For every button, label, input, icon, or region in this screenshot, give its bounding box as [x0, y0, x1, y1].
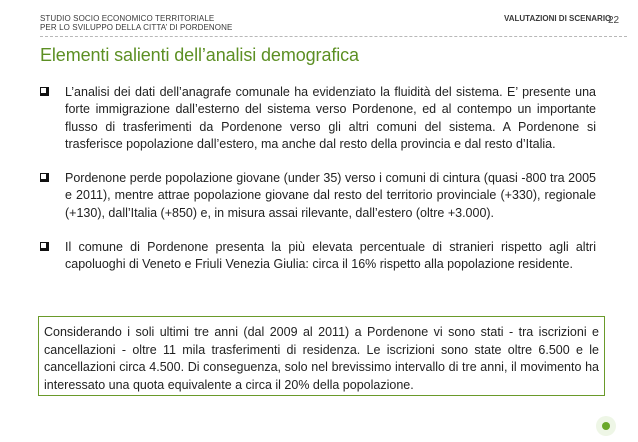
- header-divider: [40, 36, 627, 37]
- bullet-item: [40, 84, 596, 153]
- page-title: Elementi salienti dell’analisi demografica: [40, 45, 359, 65]
- checkbox-bullet-icon: [40, 242, 49, 251]
- header-organization: [40, 14, 232, 32]
- summary-text: Considerando i soli ultimi tre anni (dal 2009 al 2011) a Pordenone vi sono stati - tra iscrizioni e cancellazioni - oltre 11 mila trasferimenti di residenza. Le iscrizioni sono state oltre 6.500 e le cancellazioni circa 4.500. Di conseguenza, solo nel brevissimo intervallo di tre anni, il movimento ha interessato una quota equivalente a circa il 20% della popolazione.: [44, 325, 599, 392]
- bullet-item: [40, 170, 596, 222]
- bullet-text: Pordenone perde popolazione giovane (under 35) verso i comuni di cintura (quasi -800 tra 2005 e 2011), mentre attrae popolazione giovane dal resto del territorio provinciale (+330), regionale (+130), dall’Italia (+850) e, in misura assai rilevante, dall’estero (oltre +3.000).: [65, 171, 596, 220]
- header-section: VALUTAZIONI DI SCENARIO: [504, 14, 612, 23]
- checkbox-bullet-icon: [40, 87, 49, 96]
- header-org-line1: STUDIO SOCIO ECONOMICO TERRITORIALE: [40, 14, 215, 23]
- bullet-item: [40, 239, 596, 274]
- bullet-list: [40, 84, 596, 274]
- green-dot-icon: [596, 416, 616, 436]
- page-number: 22: [608, 15, 620, 26]
- summary-box: [38, 316, 605, 396]
- bullet-text: L’analisi dei dati dell’anagrafe comunale ha evidenziato la fluidità del sistema. E’ presente una forte immigrazione dall’esterno del sistema verso Pordenone, ed al contempo un importante flusso di trasferimenti da Pordenone verso gli altri comuni del sistema. A Pordenone si trasferisce popolazione dall’estero, ma anche dal resto della provincia e dal resto d’Italia.: [65, 85, 596, 151]
- checkbox-bullet-icon: [40, 173, 49, 182]
- header-org-line2: PER LO SVILUPPO DELLA CITTA’ DI PORDENONE: [40, 23, 233, 32]
- bullet-text: Il comune di Pordenone presenta la più elevata percentuale di stranieri rispetto agli altri capoluoghi di Veneto e Friuli Venezia Giulia: circa il 16% rispetto alla popolazione residente.: [65, 240, 596, 272]
